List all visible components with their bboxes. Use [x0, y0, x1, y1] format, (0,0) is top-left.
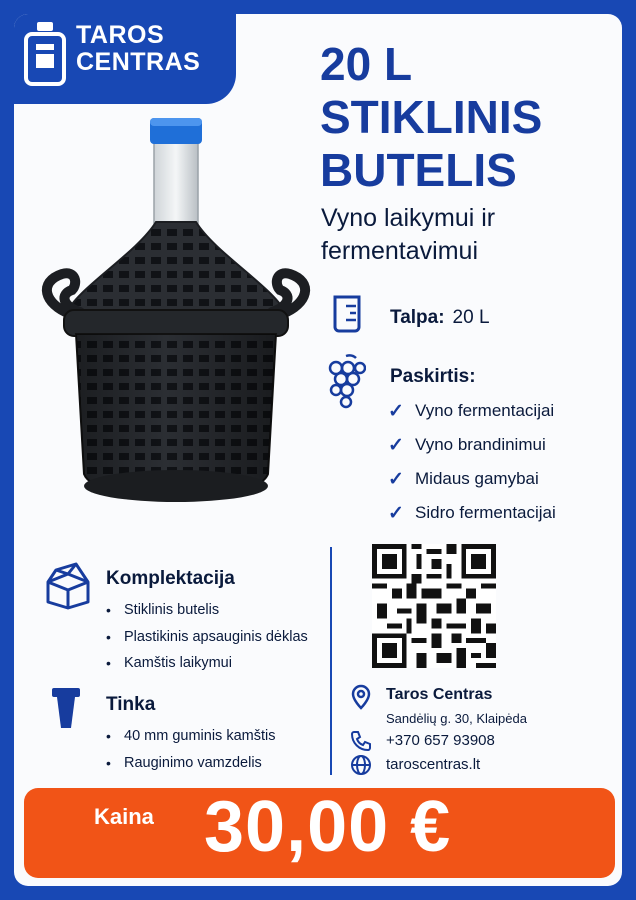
grapes-icon: [326, 352, 366, 410]
price-label: Kaina: [94, 804, 154, 829]
company-website[interactable]: taroscentras.lt: [386, 756, 481, 773]
check-icon: ✓: [388, 434, 404, 456]
fits-item: • 40 mm guminis kamštis: [106, 728, 276, 745]
globe-icon: [350, 754, 372, 776]
kit-item: • Plastikinis apsauginis dėklas: [106, 628, 308, 645]
check-icon: ✓: [388, 400, 404, 422]
location-pin-icon: [350, 684, 372, 710]
poster-card: [14, 14, 622, 886]
bottle-logo-icon: [22, 20, 68, 86]
product-subtitle: Vyno laikymui ir fermentavimui: [321, 204, 496, 265]
product-title: [320, 38, 620, 197]
box-icon: [44, 560, 92, 610]
fits-section: [106, 694, 275, 776]
kit-title: Komplektacija: [106, 568, 235, 589]
company-address: Sandėlių g. 30, Klaipėda: [386, 711, 527, 726]
capacity-value: 20 L: [452, 307, 490, 328]
glass-demijohn-image: [36, 114, 316, 514]
title-line2: STIKLINIS: [320, 91, 543, 143]
fits-list: [106, 723, 275, 776]
purpose-item: ✓ Vyno brandinimui: [388, 434, 546, 456]
stopper-icon: [50, 686, 82, 730]
measuring-beaker-icon: [332, 294, 362, 334]
brand-name-line1: TAROS: [76, 21, 165, 49]
capacity-label: Talpa:: [390, 307, 445, 328]
title-line1: 20 L: [320, 38, 413, 90]
purpose-list: [388, 394, 556, 530]
capacity-row: [390, 307, 490, 329]
company-phone[interactable]: +370 657 93908: [386, 732, 495, 749]
kit-item: • Kamštis laikymui: [106, 655, 232, 672]
vertical-divider: [330, 547, 332, 775]
company-name: Taros Centras: [386, 686, 493, 703]
check-icon: ✓: [388, 502, 404, 524]
brand-name: [76, 22, 200, 76]
purpose-item: ✓ Midaus gamybai: [388, 468, 539, 490]
price-bar: [24, 788, 615, 878]
kit-list: [106, 597, 308, 677]
title-line3: BUTELIS: [320, 144, 517, 196]
fits-item: • Rauginimo vamzdelis: [106, 754, 262, 771]
brand-logo-bar: [14, 14, 236, 104]
purpose-label: Paskirtis:: [390, 366, 476, 387]
brand-name-line2: CENTRAS: [76, 48, 201, 76]
phone-icon: [350, 730, 372, 752]
fits-title: Tinka: [106, 694, 156, 715]
kit-item: • Stiklinis butelis: [106, 602, 220, 619]
kit-section: [106, 568, 308, 677]
check-icon: ✓: [388, 468, 404, 490]
purpose-item: ✓ Vyno fermentacijai: [388, 400, 555, 422]
purpose-item: ✓ Sidro fermentacijai: [388, 502, 556, 524]
price-value: 30,00 €: [204, 787, 452, 867]
qr-code[interactable]: [372, 544, 496, 668]
